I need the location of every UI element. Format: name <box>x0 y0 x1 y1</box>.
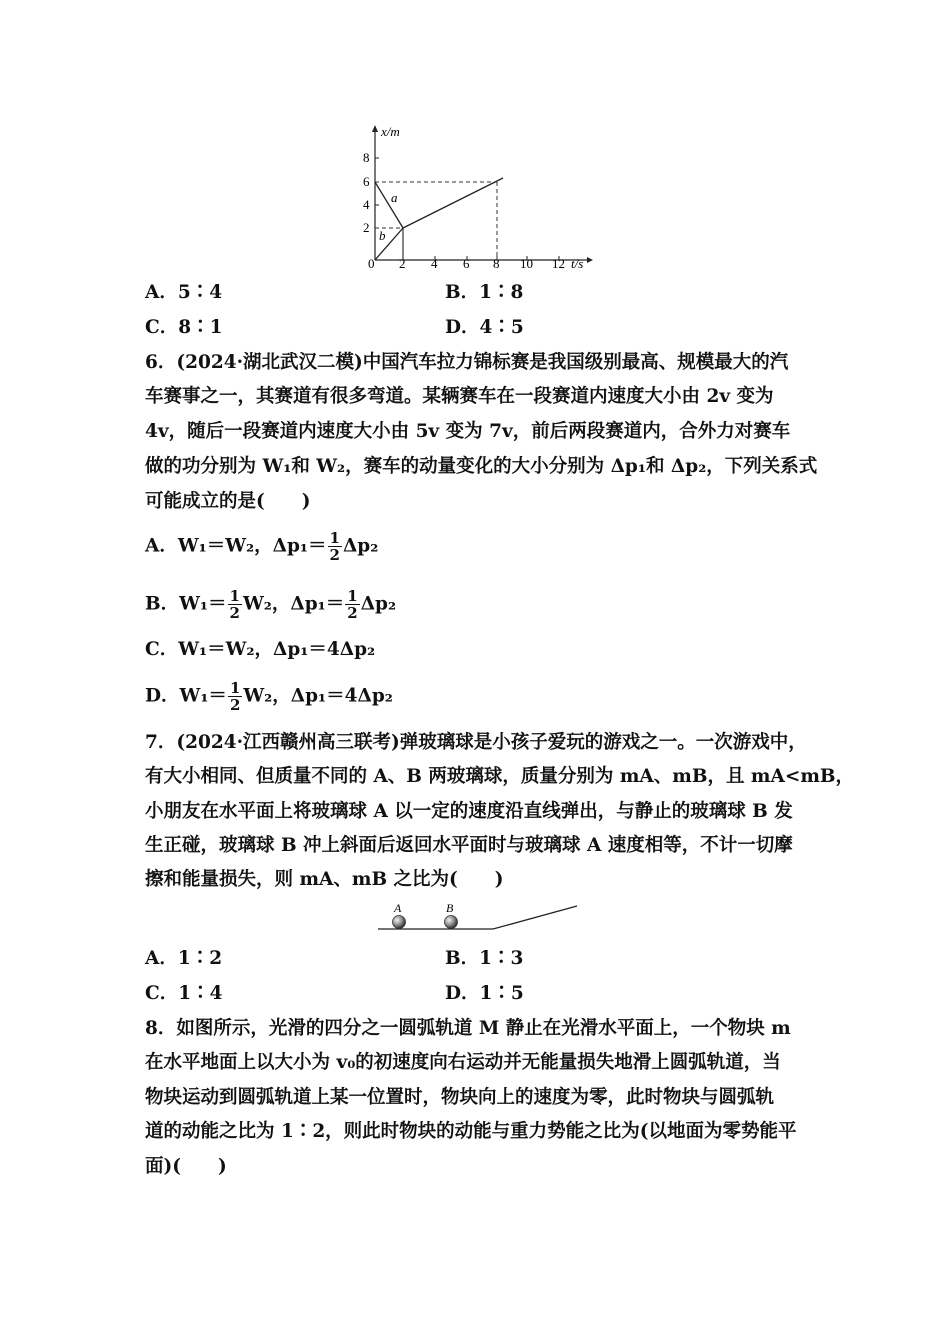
incline-line <box>493 906 577 929</box>
q6-option-d-pre: D．W₁＝ <box>145 685 227 707</box>
fraction: $\frac{1}{2}$ <box>347 587 358 622</box>
x-tick-8: 8 <box>493 256 500 270</box>
q8-stem-line-3: 物块运动到圆弧轨道上某一位置时，物块向上的速度为零，此时物块与圆弧轨 <box>145 1087 775 1108</box>
fraction: $\frac{1}{2}$ <box>229 679 241 714</box>
y-ticks <box>375 158 379 228</box>
q6-option-d-post: W₂，Δp₁＝4Δp₂ <box>243 685 393 707</box>
q6-stem-line-3: 4v，随后一段赛道内速度大小由 5v 变为 7v，前后两段赛道内，合外力对赛车 <box>145 421 791 442</box>
y-tick-6: 6 <box>363 174 370 189</box>
q7-option-d[interactable]: D．1∶5 <box>445 983 524 1004</box>
x-tick-12: 12 <box>552 256 565 270</box>
line-b-label: b <box>379 228 386 243</box>
q5-option-a[interactable]: A．5∶4 <box>145 282 223 303</box>
q6-option-b-pre: B．W₁＝ <box>145 593 227 615</box>
fraction: $\frac{1}{2}$ <box>229 587 240 622</box>
y-tick-4: 4 <box>363 197 370 212</box>
fraction: $\frac{1}{2}$ <box>329 529 340 564</box>
line-a <box>375 182 403 228</box>
q7-stem-line-5: 擦和能量损失，则 mA、mB 之比为( ) <box>145 869 504 890</box>
line-a-label: a <box>391 190 398 205</box>
x-axis-label: t/s <box>571 256 584 270</box>
ball-b-label: B <box>446 901 454 915</box>
line-b <box>403 178 503 228</box>
y-tick-8: 8 <box>363 150 370 165</box>
x-tick-10: 10 <box>520 256 533 270</box>
q6-stem-line-2: 车赛事之一，其赛道有很多弯道。某辆赛车在一段赛道内速度大小由 2v 变为 <box>145 386 774 407</box>
y-axis-arrow <box>372 125 378 132</box>
q7-figure <box>375 900 580 936</box>
q5-option-c[interactable]: C．8∶1 <box>145 317 223 338</box>
q8-stem-line-5: 面)( ) <box>145 1156 227 1177</box>
ball-a-label: A <box>394 901 402 915</box>
q6-option-c[interactable]: C．W₁＝W₂，Δp₁＝4Δp₂ <box>145 639 376 660</box>
ball-a <box>393 916 406 929</box>
q6-stem-line-4: 做的功分别为 W₁和 W₂，赛车的动量变化的大小分别为 Δp₁和 Δp₂，下列关系式 <box>145 456 818 477</box>
xt-graph-figure <box>355 122 595 270</box>
q6-option-d[interactable] <box>145 680 393 713</box>
q8-stem-line-1: 8．如图所示，光滑的四分之一圆弧轨道 M 静止在光滑水平面上，一个物块 m <box>145 1018 791 1039</box>
q6-stem-line-5: 可能成立的是( ) <box>145 491 311 512</box>
q8-stem-line-2: 在水平地面上以大小为 v₀的初速度向右运动并无能量损失地滑上圆弧轨道，当 <box>145 1052 781 1073</box>
x-tick-2: 2 <box>399 256 406 270</box>
q7-stem-line-1: 7．(2024·江西赣州高三联考)弹玻璃球是小孩子爱玩的游戏之一。一次游戏中， <box>145 732 807 753</box>
q5-option-d[interactable]: D．4∶5 <box>445 317 524 338</box>
q6-option-a-post: Δp₂ <box>342 535 379 557</box>
q6-option-b[interactable] <box>145 588 396 621</box>
q6-option-a[interactable] <box>145 530 378 563</box>
q7-stem-line-3: 小朋友在水平面上将玻璃球 A 以一定的速度沿直线弹出，与静止的玻璃球 B 发 <box>145 801 793 822</box>
ball-b <box>445 916 458 929</box>
q7-option-c[interactable]: C．1∶4 <box>145 983 223 1004</box>
q8-stem-line-4: 道的动能之比为 1∶2，则此时物块的动能与重力势能之比为(以地面为零势能平 <box>145 1121 797 1142</box>
x-tick-0: 0 <box>368 256 375 270</box>
x-axis-arrow <box>587 257 593 263</box>
q5-option-b[interactable]: B．1∶8 <box>445 282 524 303</box>
x-tick-4: 4 <box>431 256 438 270</box>
q7-stem-line-2: 有大小相同、但质量不同的 A、B 两玻璃球，质量分别为 mA、mB，且 mA<mB， <box>145 766 855 787</box>
q6-option-b-post: Δp₂ <box>360 593 397 615</box>
q6-stem-line-1: 6．(2024·湖北武汉二模)中国汽车拉力锦标赛是我国级别最高、规模最大的汽 <box>145 352 789 373</box>
q6-option-a-pre: A．W₁＝W₂，Δp₁＝ <box>145 535 327 557</box>
q6-option-b-mid: W₂，Δp₁＝ <box>242 593 345 615</box>
q7-stem-line-4: 生正碰，玻璃球 B 冲上斜面后返回水平面时与玻璃球 A 速度相等，不计一切摩 <box>145 835 793 856</box>
q7-option-a[interactable]: A．1∶2 <box>145 948 223 969</box>
q7-option-b[interactable]: B．1∶3 <box>445 948 524 969</box>
y-tick-2: 2 <box>363 220 370 235</box>
y-axis-label: x/m <box>381 124 400 139</box>
x-tick-6: 6 <box>463 256 470 270</box>
